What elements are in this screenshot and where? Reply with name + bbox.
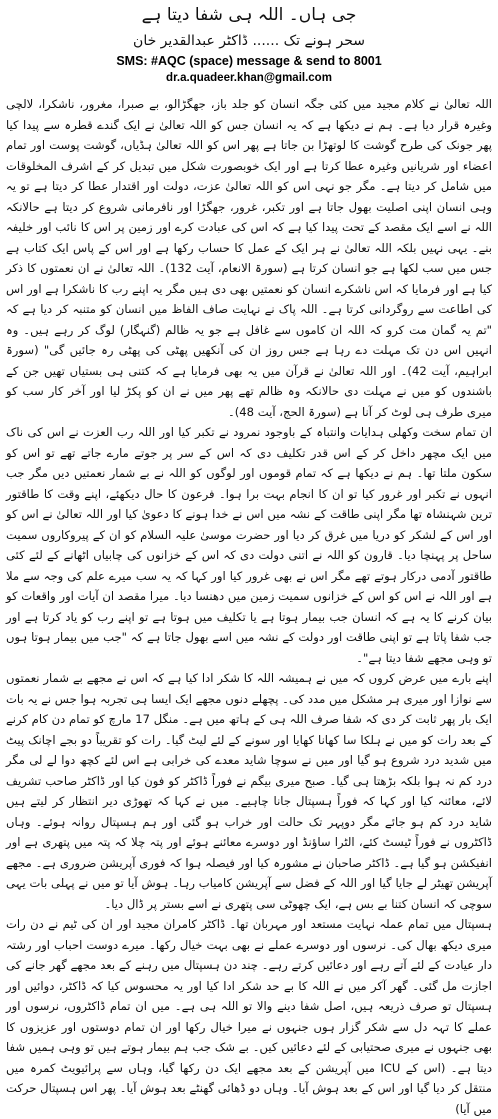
author-email[interactable]: dr.a.quadeer.khan@gmail.com xyxy=(166,72,332,84)
article-paragraph: اپنے بارے میں عرض کروں کہ میں نے ہمیشہ اللہ کا شکر ادا کیا ہے کہ اس نے مجھے بے شمار نعمتوں سے نوازا اور میری ہر مشکل میں مدد کی۔ پچھلے دنوں مجھے ایک ایسا ہی تجربہ ہوا جس نے یہ بات ایک بار پھر ثابت کر دی کہ شفا صرف اللہ ہی کے ہاتھ میں ہے۔ منگل 17 مارچ کو تمام دن کام کرنے کے بعد رات کو میں نے ہلکا سا کھانا کھایا اور سونے کے لئے لیٹ گیا۔ رات کو تقریباً دو بجے اچانک پیٹ میں شدید درد شروع ہو گیا اور میں نے سوچا شاید معدے کی خرابی ہے اس لئے کچھ دوا لے لی مگر درد کم نہ ہوا بلکہ بڑھتا ہی گیا۔ صبح میری بیگم نے فوراً ڈاکٹر کو فون کیا اور ڈاکٹر صاحب تشریف لائے، معائنہ کیا اور کہا کہ فوراً ہسپتال جانا چاہیے۔ میں نے کہا کہ تھوڑی دیر انتظار کر لیتے ہیں شاید درد کم ہو جائے مگر دوپہر تک حالت اور خراب ہو گئی اور ہم ہسپتال روانہ ہوئے۔ وہاں ڈاکٹروں نے فوراً ٹیسٹ کئے، الٹرا ساؤنڈ اور دوسرے معائنے ہوئے اور پتہ چلا کہ پتہ میں پتھری ہے اور انفیکشن ہو گیا ہے۔ ڈاکٹر صاحبان نے مشورہ کیا اور فیصلہ ہوا کہ فوری آپریشن ضروری ہے۔ مجھے آپریشن تھیٹر لے جایا گیا اور اللہ کے فضل سے آپریشن کامیاب رہا۔ ہوش آیا تو میں نے پہلی بات یہی سوچی کہ انسان کتنا بے بس ہے، ایک چھوٹی سی پتھری نے اسے بستر پر ڈال دیا۔ xyxy=(6,671,492,911)
sms-contact-line: SMS: #AQC (space) message & send to 8001 xyxy=(116,54,382,68)
article-byline: سحر ہونے تک ...... ڈاکٹر عبدالقدیر خان xyxy=(133,33,365,49)
article-paragraph: ان تمام سخت وکھلی ہدایات وانتباہ کے باوجود نمرود نے تکبر کیا اور اللہ رب العزت نے اس کی ناک میں ایک مچھر داخل کر کے اس قدر تکلیف دی کہ اس کے سر پر جوتے مارے جاتے تھے تو اس کو سکون ملتا تھا۔ ہم نے دیکھا ہے کہ تمام قوموں اور لوگوں کو اللہ نے بے شمار نعمتیں دیں مگر جب انہوں نے تکبر اور غرور کیا تو ان کا انجام بہت برا ہوا۔ فرعون کا حال دیکھئے، اپنے وقت کا طاقتور ترین شہنشاہ تھا مگر اپنی طاقت کے نشہ میں اس نے خدا ہونے کا دعویٰ کیا اور اللہ تعالیٰ نے اس کو اور اس کے لشکر کو دریا میں غرق کر دیا اور حضرت موسیٰ علیہ السلام کو ان کے پیروکاروں سمیت ساحل پر پہنچا دیا۔ قارون کو اللہ نے اتنی دولت دی کہ اس کے خزانوں کی چابیاں اٹھانے کے لئے کئی طاقتور آدمی درکار ہوتے تھے مگر اس نے بھی غرور کیا اور کہا کہ یہ سب میرے علم کی وجہ سے ملا ہے اور اللہ نے اس کو اس کے خزانوں سمیت زمین میں دھنسا دیا۔ میرا مقصد ان آیات اور واقعات کو بیان کرنے کا یہ ہے کہ انسان جب بیمار ہوتا ہے یا تکلیف میں ہوتا ہے تو اپنے رب کو یاد کرتا ہے اور جب شفا پاتا ہے تو اپنی طاقت اور دولت کے نشہ میں اسے بھول جاتا ہے کہ "جب میں بیمار ہوتا ہوں تو وہی مجھے شفا دیتا ہے"۔ xyxy=(6,425,492,665)
article-paragraph: ہسپتال میں تمام عملہ نہایت مستعد اور مہربان تھا۔ ڈاکٹر کامران مجید اور ان کی ٹیم نے دن رات میری دیکھ بھال کی۔ نرسوں اور دوسرے عملے نے بھی بہت خیال رکھا۔ میرے دوست احباب اور رشتہ دار عیادت کے لئے آتے رہے اور دعائیں کرتے رہے۔ چند دن ہسپتال میں رہنے کے بعد مجھے گھر جانے کی اجازت مل گئی۔ گھر آکر میں نے اللہ کا بے حد شکر ادا کیا اور یہ محسوس کیا کہ ڈاکٹر، دوائیں اور ہسپتال تو صرف ذریعہ ہیں، اصل شفا دینے والا تو اللہ ہی ہے۔ میں ان تمام ڈاکٹروں، نرسوں اور عملے کا تہہ دل سے شکر گزار ہوں جنہوں نے میرا خیال رکھا اور ان تمام دوستوں اور عزیزوں کا بھی جنہوں نے میری صحتیابی کے لئے دعائیں کیں۔ بے شک جب ہم بیمار ہوتے ہیں تو وہی ہمیں شفا دیتا ہے۔ (اس کے ICU میں آپریشن کے بعد مجھے ایک دن رکھا گیا، وہاں سے پرائیویٹ کمرہ میں منتقل کر دیا گیا اور اس کے بعد ہوش آیا۔ وہاں دو ڈھائی گھنٹے بعد ہوش آیا۔ پھر اس ہسپتال حرکت میں آیا) xyxy=(6,917,492,1116)
article-paragraph: اللہ تعالیٰ نے کلام مجید میں کئی جگہ انسان کو جلد باز، جھگڑالو، بے صبرا، مغرور، ناشکرا، لالچی وغیرہ قرار دیا ہے۔ ہم نے دیکھا ہے کہ یہ انسان جس کو اللہ تعالیٰ نے ایک گندے قطرہ سے پیدا کیا پھر جونک کی طرح گوشت کا لوتھڑا بن جاتا ہے پھر اس کو اللہ تعالیٰ ہڈیاں، گوشت پوست اور تمام اعضاء اور شریانیں وغیرہ عطا کرتا ہے اور ایک خوبصورت شکل میں تبدیل کر کے اشرف المخلوقات میں شامل کر دیتا ہے۔ مگر جو نہی اس کو اللہ تعالیٰ عزت، دولت اور اقتدار عطا کر دیتا ہے تو یہ وہی انسان اپنی اصلیت بھول جاتا ہے اور تکبر، غرور، جھگڑا اور نافرمانی شروع کر دیتا ہے حالانکہ اللہ نے اسے ایک مقصد کے تحت پیدا کیا ہے کہ اس کی عبادت کرے اور زمین پر اس کا نائب اور خلیفہ بنے۔ یہی نہیں بلکہ اللہ تعالیٰ نے ہر ایک کے عمل کا حساب رکھا ہے اور اس کے پاس ایک کتاب ہے جس میں سب لکھا ہے جو انسان کرتا ہے (سورۃ الانعام، آیت 132)۔ اللہ تعالیٰ نے ان نعمتوں کا ذکر کیا ہے اور فرمایا کہ اس ناشکرے انسان کو نعمتیں بھی دی ہیں مگر یہ اپنے رب کا ناشکرا ہے اور اس کی اطاعت سے روگردانی کرتا ہے۔ اللہ پاک نے نہایت صاف الفاظ میں انسان کو متنبہ کر دیا ہے کہ "تم یہ گمان مت کرو کہ اللہ ان کاموں سے غافل ہے جو یہ ظالم (گنہگار) لوگ کر رہے ہیں۔ وہ انہیں اس دن تک مہلت دے رہا ہے جس روز ان کی آنکھیں پھٹی کی پھٹی رہ جائیں گی" (سورۃ ابراہیم، آیت 42)۔ اور اللہ تعالیٰ نے قرآن میں یہ بھی فرمایا ہے کہ کتنی ہی بستیاں تھیں جن کے باشندوں کو میں نے مہلت دی حالانکہ وہ ظالم تھے پھر میں نے ان کو پکڑ لیا اور آخر کار سب کو میری طرف ہی لوٹ کر آنا ہے (سورۃ الحج، آیت 48)۔ xyxy=(6,97,492,419)
article-headline: جی ہاں۔ اللہ ہی شفا دیتا ہے xyxy=(141,5,357,25)
article-body xyxy=(6,94,492,1116)
